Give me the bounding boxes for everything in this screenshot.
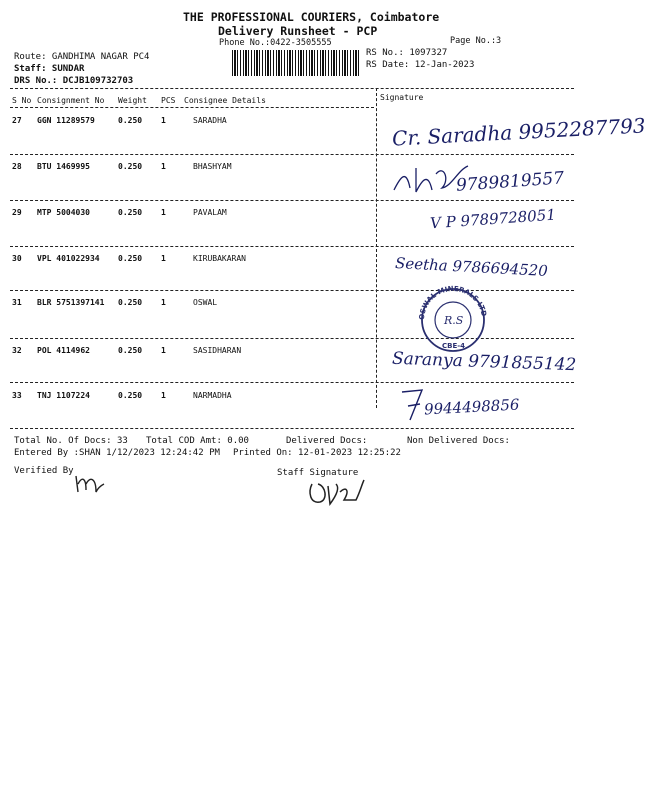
row-consignee: NARMADHA [193, 391, 232, 400]
row-consignment: GGN 11289579 [37, 116, 95, 125]
row-weight: 0.250 [118, 254, 143, 263]
signature-row-32: Saranya 9791855142 [391, 348, 577, 376]
rs-date: RS Date: 12-Jan-2023 [366, 60, 475, 70]
total-docs: Total No. Of Docs: 33 [14, 436, 128, 446]
stamp-ring-text: OSWAL MINERALS LTD [417, 284, 488, 321]
row-consignment: BTU 1469995 [37, 162, 90, 171]
drs-number: DRS No.: DCJB109732703 [14, 76, 134, 86]
row-weight: 0.250 [118, 346, 143, 355]
row-consignee: BHASHYAM [193, 162, 232, 171]
row-pcs: 1 [161, 116, 166, 125]
signature-row-29: V P 9789728051 [429, 205, 557, 233]
header-consignee: Consignee Details [184, 96, 266, 105]
table-row [12, 254, 372, 268]
row-divider [10, 200, 574, 201]
row-consignee: KIRUBAKARAN [193, 254, 246, 263]
page-number: Page No.:3 [450, 36, 502, 46]
row-divider [10, 246, 574, 247]
staff-signature-label: Staff Signature [277, 468, 359, 478]
barcode [232, 50, 360, 76]
row-sno: 31 [12, 298, 22, 307]
non-delivered-docs: Non Delivered Docs: [407, 436, 510, 446]
row-divider [10, 382, 574, 383]
header-consignment: Consignment No [37, 96, 105, 105]
row-divider [10, 154, 574, 155]
stamp-location: CBE-4 [442, 342, 466, 350]
row-consignee: SASIDHARAN [193, 346, 242, 355]
row-pcs: 1 [161, 391, 166, 400]
phone-number: Phone No.:0422-3505555 [219, 38, 332, 48]
table-bottom-rule [10, 428, 574, 429]
row-pcs: 1 [161, 346, 166, 355]
header-weight: Weight [118, 96, 147, 105]
table-row [12, 298, 372, 312]
row-sno: 29 [12, 208, 22, 217]
row-consignee: PAVALAM [193, 208, 227, 217]
row-pcs: 1 [161, 254, 166, 263]
rs-number: RS No.: 1097327 [366, 48, 448, 58]
signature-column-rule [376, 88, 377, 408]
signature-row-27: Cr. Saradha 9952287793 [391, 113, 646, 151]
row-pcs: 1 [161, 208, 166, 217]
row-sno: 33 [12, 391, 22, 400]
row-weight: 0.250 [118, 208, 143, 217]
route: Route: GANDHIMA NAGAR PC4 [14, 52, 150, 62]
row-sno: 30 [12, 254, 22, 263]
staff-signature [306, 478, 366, 508]
scribble-row-28 [392, 160, 472, 196]
verified-by-label: Verified By [14, 466, 74, 476]
scribble-row-33 [400, 386, 426, 422]
table-top-rule [10, 88, 574, 89]
table-row [12, 391, 372, 405]
row-sno: 32 [12, 346, 22, 355]
header-pcs: PCS [161, 96, 176, 105]
row-consignee: SARADHA [193, 116, 227, 125]
row-sno: 27 [12, 116, 22, 125]
delivered-docs: Delivered Docs: [286, 436, 368, 446]
verifier-signature [72, 472, 106, 496]
row-consignment: POL 4114962 [37, 346, 90, 355]
document-title: Delivery Runsheet - PCP [218, 24, 378, 38]
header-sno: S No [12, 96, 32, 105]
table-row [12, 116, 372, 130]
total-cod: Total COD Amt: 0.00 [146, 436, 249, 446]
row-consignee: OSWAL [193, 298, 218, 307]
entered-by: Entered By :SHAN 1/12/2023 12:24:42 PM [14, 448, 220, 458]
row-weight: 0.250 [118, 162, 143, 171]
row-weight: 0.250 [118, 391, 143, 400]
table-row [12, 208, 372, 222]
signature-row-33: 9944498856 [423, 395, 520, 419]
row-weight: 0.250 [118, 116, 143, 125]
printed-on: Printed On: 12-01-2023 12:25:22 [233, 448, 401, 458]
row-pcs: 1 [161, 298, 166, 307]
row-consignment: VPL 401022934 [37, 254, 100, 263]
table-row [12, 346, 372, 360]
row-pcs: 1 [161, 162, 166, 171]
header-signature: Signature [380, 93, 424, 102]
row-weight: 0.250 [118, 298, 143, 307]
row-consignment: TNJ 1107224 [37, 391, 90, 400]
signature-row-30: Seetha 9786694520 [394, 254, 549, 280]
stamp-initials: R.S [444, 314, 464, 327]
row-consignment: MTP 5004030 [37, 208, 90, 217]
row-consignment: BLR 5751397141 [37, 298, 105, 307]
company-name: THE PROFESSIONAL COURIERS, Coimbatore [183, 10, 440, 24]
company-stamp [414, 282, 492, 352]
signature-row-28: 9789819557 [455, 168, 565, 196]
header-rule [10, 107, 374, 108]
row-sno: 28 [12, 162, 22, 171]
staff: Staff: SUNDAR [14, 64, 85, 74]
table-row [12, 162, 372, 176]
